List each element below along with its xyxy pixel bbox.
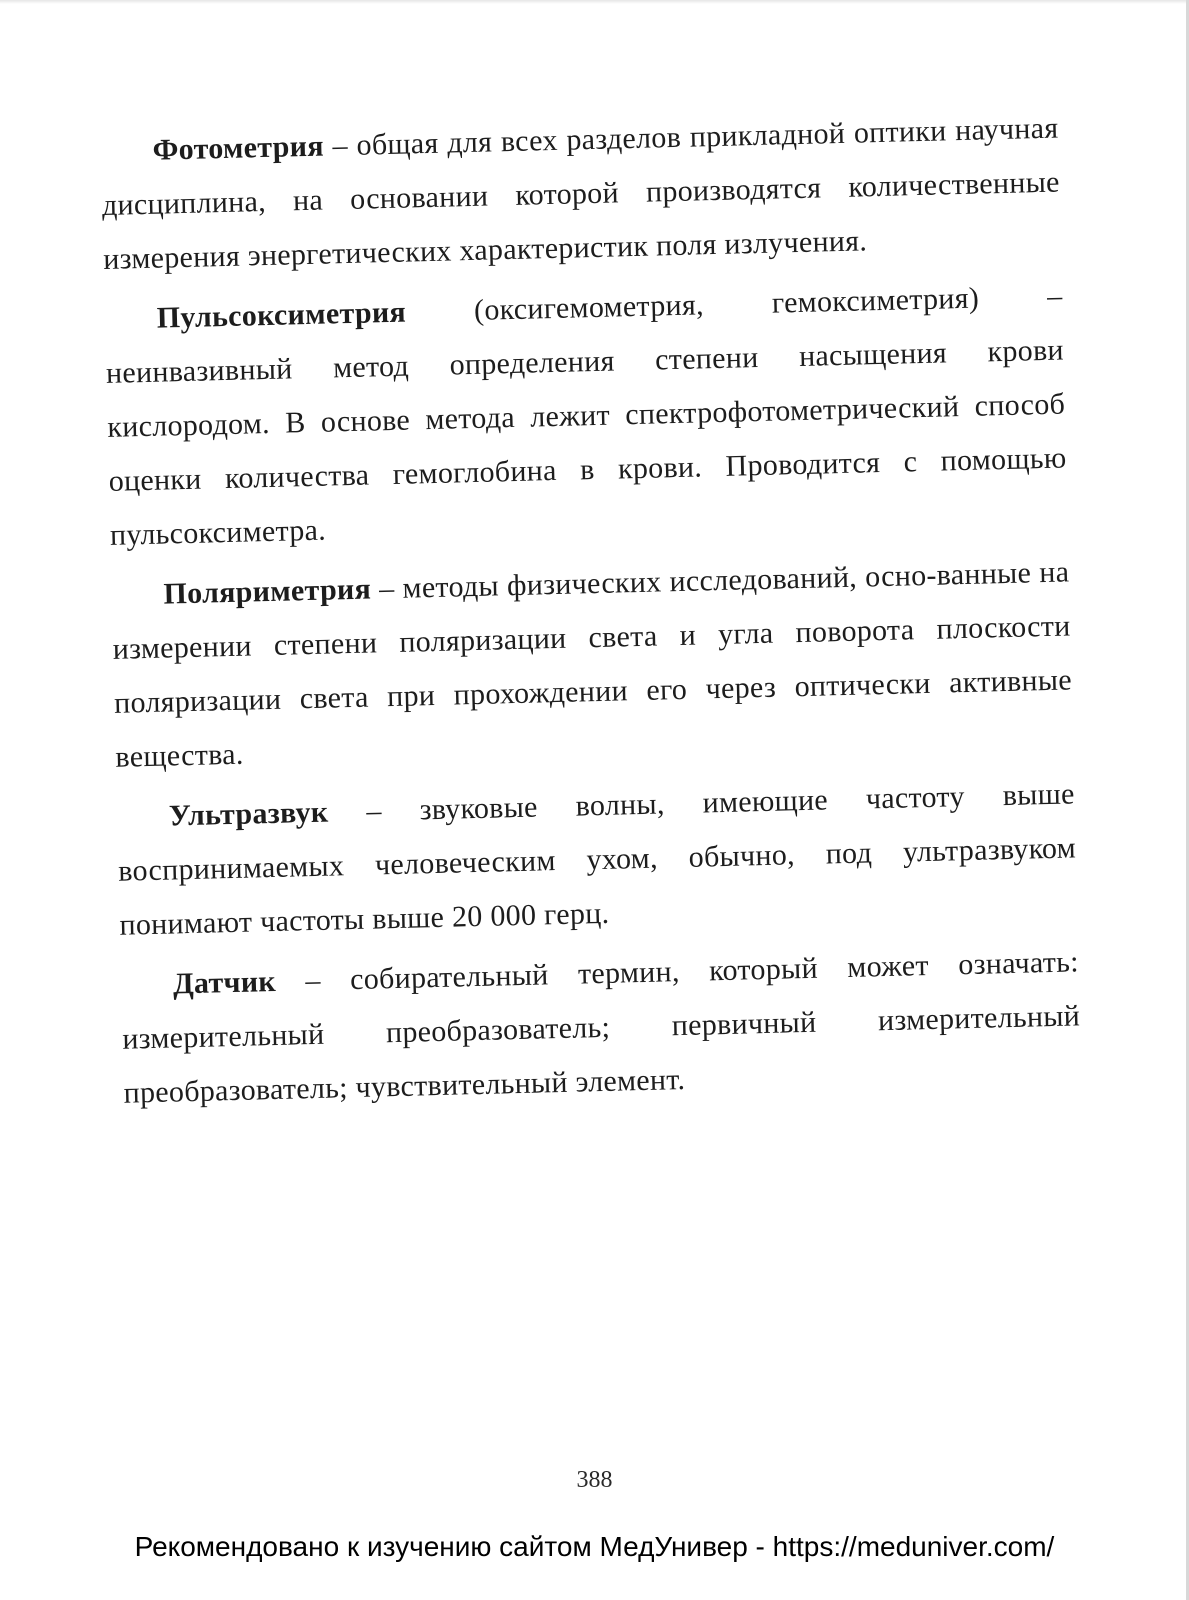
glossary-entry-sensor xyxy=(120,935,1082,1120)
footer-recommendation: Рекомендовано к изучению сайтом МедУнивер - https://meduniver.com/ xyxy=(134,1531,1055,1562)
glossary-entry-ultrasound xyxy=(116,767,1078,952)
page-number: 388 xyxy=(576,1467,613,1493)
glossary-definition: – собирательный термин, который может означать: измерительный преобразователь; первичный измерительный преобразователь; чувствительный элемент. xyxy=(121,945,1081,1110)
glossary-definition: – методы физических исследований, осно-ванные на измерении степени поляризации света и угла поворота плоскости поляризации света при прохождении его через оптически активные вещества. xyxy=(112,555,1073,774)
glossary-entry-polarimetry xyxy=(111,545,1074,784)
glossary-definition: – звуковые волны, имеющие частоту выше воспринимаемых человеческим ухом, обычно, под ультразвуком понимают частоты выше 20 000 герц. xyxy=(117,777,1077,942)
glossary-definition: – общая для всех разделов прикладной оптики научная дисциплина, на основании которой производятся количественные измерения энергетических характеристик поля излучения. xyxy=(101,111,1061,276)
glossary-term: Поляриметрия xyxy=(163,572,372,611)
glossary-body xyxy=(100,102,1082,1127)
glossary-term: Пульсоксиметрия xyxy=(156,295,407,335)
glossary-entry-pulse-oximetry xyxy=(104,270,1068,563)
scan-top-edge xyxy=(0,0,1189,4)
glossary-entry-photometry xyxy=(100,102,1062,287)
glossary-definition: (оксигемометрия, гемоксиметрия) – неинвазивный метод определения степени насыщения крови кислородом. В основе метода лежит спектрофотометрический способ оценки количества гемоглобина в крови. Проводится с помощью пульсоксиметра. xyxy=(105,279,1067,552)
glossary-term: Фотометрия xyxy=(152,129,325,167)
glossary-term: Датчик xyxy=(172,964,277,1001)
glossary-term: Ультразвук xyxy=(168,795,329,833)
